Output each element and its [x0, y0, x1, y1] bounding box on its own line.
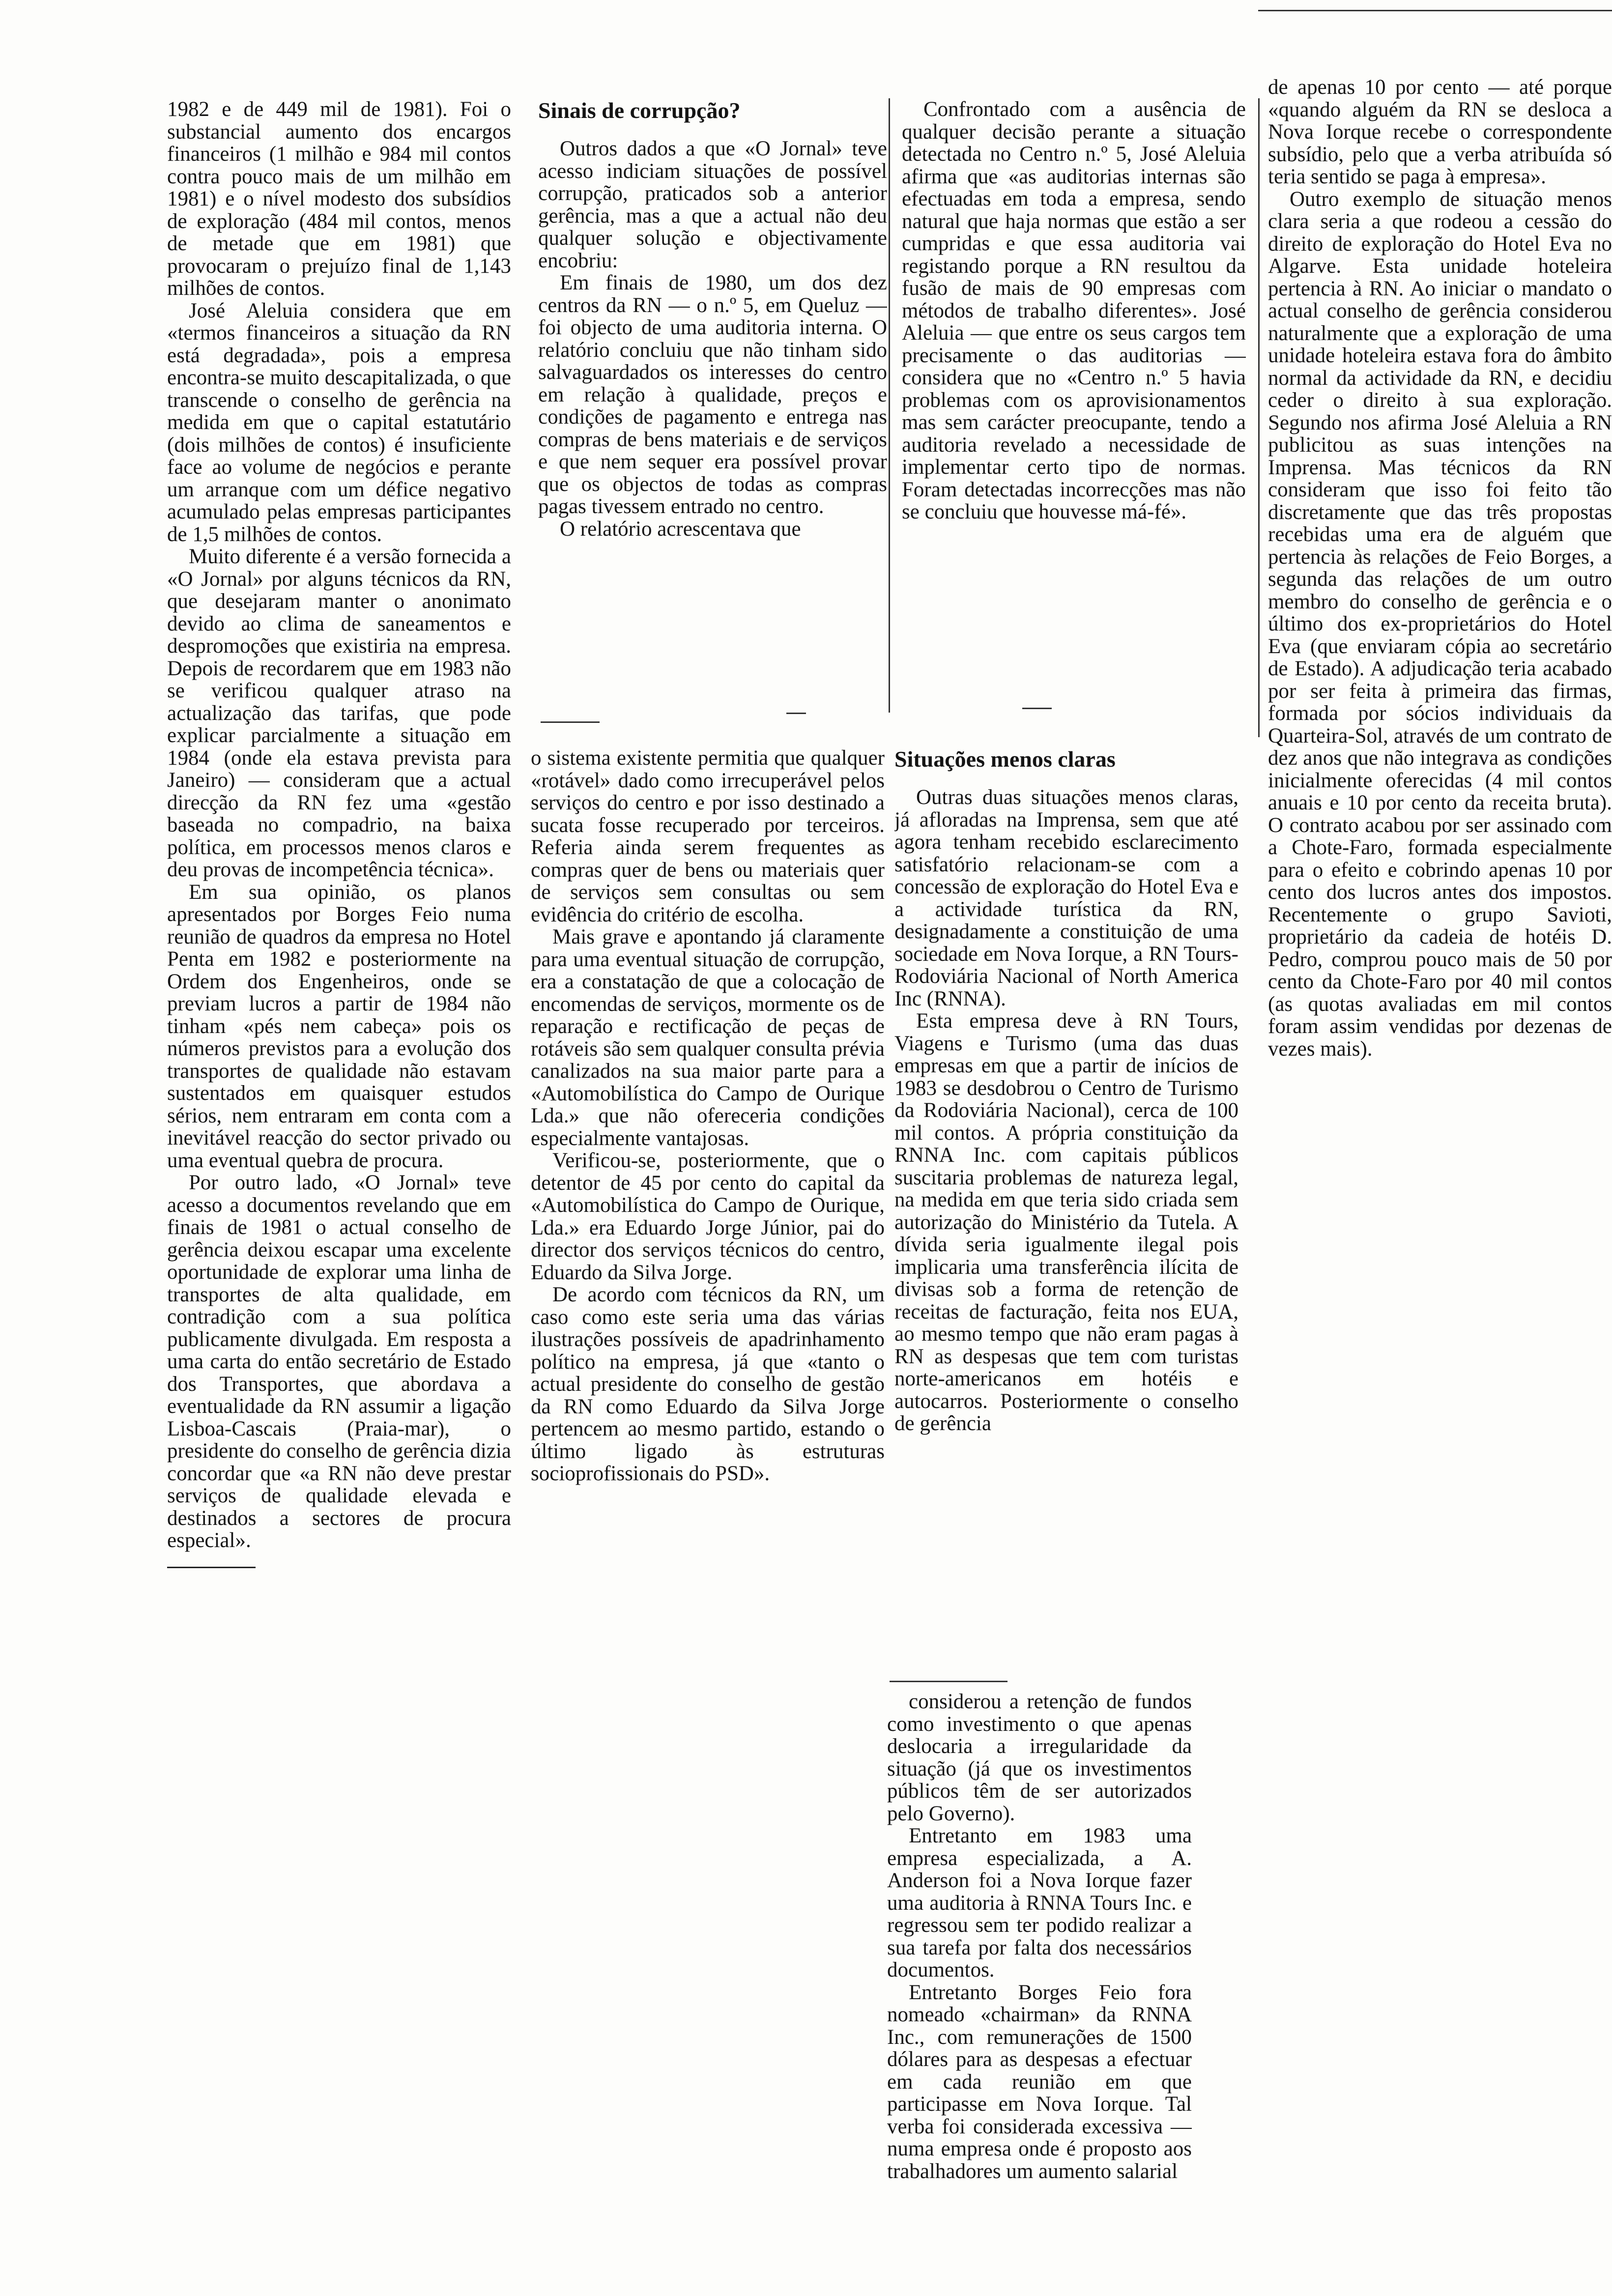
paragraph: Outras duas situações menos claras, já afloradas na Imprensa, sem que até agora tenham recebido esclarecimento satisfatório relacionam-se com a concessão de exploração do Hotel Eva e a actividade turística da RN, designadamente a constituição de uma sociedade em Nova Iorque, a RN Tours-Rodoviária Nacional of North America Inc (RNNA).: [894, 786, 1238, 1010]
paragraph: Outro exemplo de situação menos clara seria a que rodeou a cessão do direito de exploração do Hotel Eva no Algarve. Esta unidade hoteleira pertencia à RN. Ao iniciar o mandato o actual conselho de gerência considerou naturalmente que a exploração de uma unidade hoteleira estava fora do âmbito normal da actividade da RN, e decidiu ceder o direito à sua exploração. Segundo nos afirma José Aleluia a RN publicitou as suas intenções na Imprensa. Mas técnicos da RN consideram que isso foi feito tão discretamente que das três propostas recebidas uma era de alguém que pertencia às relações de Feio Borges, a segunda das relações de um outro membro do conselho de gerência e o último dos ex-proprietários do Hotel Eva (que enviaram cópia ao secretário de Estado). A adjudicação teria acabado por ser feita à primeira das firmas, formada por sócios individuais da Quarteira-Sol, através de um contrato de dez anos que não integrava as condições inicialmente oferecidas (4 mil contos anuais e 10 por cento da receita bruta). O contrato acabou por ser assinado com a Chote-Faro, formada especialmente para o efeito e cobrindo apenas 10 por cento dos lucros antes dos impostos. Recentemente o grupo Savioti, proprietário da cadeia de hotéis D. Pedro, comprou pouco mais de 50 por cento da Chote-Faro por 40 mil contos (as quotas avaliadas em mil contos foram assim vendidas por dezenas de vezes mais).: [1268, 187, 1612, 1061]
paragraph: Mais grave e apontando já claramente para uma eventual situação de corrupção, era a constatação de que a colocação de encomendas de serviços, mormente os de reparação e rectificação de peças de rotáveis são sem qualquer consulta prévia canalizados na sua maior parte para a «Automobilística do Campo de Ourique Lda.» que não ofereceria condições especialmente vantajosas.: [531, 925, 885, 1150]
column-rule: [1258, 98, 1260, 737]
article-column-3-bottom: [887, 1691, 1192, 2296]
paragraph: o sistema existente permitia que qualquer «rotável» dado como irrecuperável pelos serviços do centro e por isso destinado a sucata fosse recuperado por terceiros. Referia ainda serem frequentes as compras quer de bens ou materiais quer de serviços sem consultas ou sem evidência do critério de escolha.: [531, 747, 885, 926]
paragraph: José Aleluia considera que em «termos financeiros a situação da RN está degradada», pois a empresa encontra-se muito descapitalizada, o que transcende o conselho de gerência na medida em que o capital estatutário (dois milhões de contos) é insuficiente face ao volume de negócios e perante um arranque com um défice negativo acumulado pelas empresas participantes de 1,5 milhões de contos.: [167, 299, 511, 546]
article-column-1: [167, 98, 511, 2251]
article-column-2-top: [538, 98, 887, 713]
paragraph: de apenas 10 por cento — até porque «quando alguém da RN se desloca a Nova Iorque recebe o correspondente subsídio, pelo que a verba atribuída só teria sentido se paga à empresa».: [1268, 76, 1612, 188]
divider: [541, 721, 600, 723]
paragraph: Esta empresa deve à RN Tours, Viagens e Turismo (uma das duas empresas em que a partir de inícios de 1983 se desdobrou o Centro de Turismo da Rodoviária Nacional), cerca de 100 mil contos. A própria constituição da RNNA Inc. com capitais públicos suscitaria problemas de natureza legal, na medida em que teria sido criada sem autorização do Ministério da Tutela. A dívida seria igualmente ilegal pois implicaria uma transferência ilícita de divisas sob a forma de retenção de receitas de facturação, feita nos EUA, ao mesmo tempo que não eram pagas à RN as despesas que tem com turistas norte-americanos em hotéis e autocarros. Posteriormente o conselho de gerência: [894, 1009, 1238, 1435]
paragraph: Entretanto em 1983 uma empresa especializada, a A. Anderson foi a Nova Iorque fazer uma auditoria à RNNA Tours Inc. e regressou sem ter podido realizar a sua tarefa por falta dos necessários documentos.: [887, 1824, 1192, 1981]
paragraph: Confrontado com a ausência de qualquer decisão perante a situação detectada no Centro n.º 5, José Aleluia afirma que «as auditorias internas são efectuadas em toda a empresa, sendo natural que haja normas que estão a ser cumpridas e que essa auditoria vai registando porque a RN resultou da fusão de mais de 90 empresas com métodos de trabalho diferentes». José Aleluia — que entre os seus cargos tem precisamente o das auditorias — considera que no «Centro n.º 5 havia problemas com os aprovisionamentos mas sem carácter preocupante, tendo a auditoria revelado a necessidade de implementar certo tipo de normas. Foram detectadas incorrecções mas não se concluiu que houvesse má-fé».: [902, 98, 1246, 523]
paragraph: Verificou-se, posteriormente, que o detentor de 45 por cento do capital da «Automobilística do Campo de Ourique, Lda.» era Eduardo Jorge Júnior, pai do director dos serviços técnicos do centro, Eduardo da Silva Jorge.: [531, 1149, 885, 1284]
column-rule: [889, 98, 890, 713]
end-rule: [167, 1567, 256, 1568]
paragraph: Outros dados a que «O Jornal» teve acesso indiciam situações de possível corrupção, praticados sob a anterior gerência, mas a que a actual não deu qualquer solução e objectivamente encobriu:: [538, 137, 887, 272]
divider: [786, 713, 806, 714]
article-column-3-middle: [894, 747, 1238, 1671]
top-rule: [1258, 10, 1612, 11]
paragraph: De acordo com técnicos da RN, um caso como este seria uma das várias ilustrações possíveis de apadrinhamento político na empresa, já que «tanto o actual presidente do conselho de gestão da RN como Eduardo da Silva Jorge pertencem ao mesmo partido, estando o último ligado às estruturas socioprofissionais do PSD».: [531, 1283, 885, 1485]
paragraph: 1982 e de 449 mil de 1981). Foi o substancial aumento dos encargos financeiros (1 milhão e 984 mil contos contra pouco mais de um milhão em 1981) e o nível modesto dos subsídios de exploração (484 mil contos, menos de metade que em 1981) que provocaram o prejuízo final de 1,143 milhões de contos.: [167, 98, 511, 300]
paragraph: Por outro lado, «O Jornal» teve acesso a documentos revelando que em finais de 1981 o actual conselho de gerência deixou escapar uma excelente oportunidade de explorar uma linha de transportes de alta qualidade, em contradição com a sua política publicamente divulgada. Em resposta a uma carta do então secretário de Estado dos Transportes, que abordava a eventualidade da RN assumir a ligação Lisboa-Cascais (Praia-mar), o presidente do conselho de gerência dizia concordar que «a RN não deve prestar serviços de qualidade elevada e destinados a sectores de procura especial».: [167, 1171, 511, 1552]
paragraph: considerou a retenção de fundos como investimento o que apenas deslocaria a irregularidade da situação (já que os investimentos públicos têm de ser autorizados pelo Governo).: [887, 1691, 1192, 1825]
divider: [1022, 708, 1052, 709]
article-column-2-bottom: [531, 747, 885, 1828]
paragraph: Em sua opinião, os planos apresentados por Borges Feio numa reunião de quadros da empresa no Hotel Penta em 1982 e posteriormente na Ordem dos Engenheiros, onde se previam lucros a partir de 1984 não tinham «pés nem cabeça» pois os números previstos para a evolução dos transportes de qualidade não estavam sustentados em quaisquer estudos sérios, nem entraram em conta com a inevitável reacção do sector privado ou uma eventual quebra de procura.: [167, 880, 511, 1172]
paragraph: Muito diferente é a versão fornecida a «O Jornal» por alguns técnicos da RN, que desejaram manter o anonimato devido ao clima de saneamentos e despromoções que existiria na empresa. Depois de recordarem que em 1983 não se verificou qualquer atraso na actualização das tarifas, que pode explicar parcialmente a situação em 1984 (onde ela estava prevista para Janeiro) — consideram que a actual direcção da RN fez uma «gestão baseada no compadrio, na baixa política, em processos menos claros e deu provas de incompetência técnica».: [167, 545, 511, 881]
section-heading: Situações menos claras: [894, 747, 1116, 772]
article-column-4: [1268, 76, 1612, 1796]
paragraph: Entretanto Borges Feio fora nomeado «chairman» da RNNA Inc., com remunerações de 1500 dólares para as despesas a efectuar em cada reunião em que participasse em Nova Iorque. Tal verba foi considerada excessiva — numa empresa onde é proposto aos trabalhadores um aumento salarial: [887, 1980, 1192, 2183]
article-column-3-top: [902, 98, 1246, 713]
section-heading: Sinais de corrupção?: [538, 98, 741, 123]
divider: [890, 1681, 1008, 1682]
paragraph: Em finais de 1980, um dos dez centros da RN — o n.º 5, em Queluz — foi objecto de uma auditoria interna. O relatório concluiu que não tinham sido salvaguardados os interesses do centro em relação à qualidade, preços e condições de pagamento e entrega nas compras de bens materiais e de serviços e que nem sequer era possível provar que os objectos de todas as compras pagas tivessem entrado no centro.: [538, 271, 887, 518]
paragraph: O relatório acrescentava que: [560, 517, 801, 541]
